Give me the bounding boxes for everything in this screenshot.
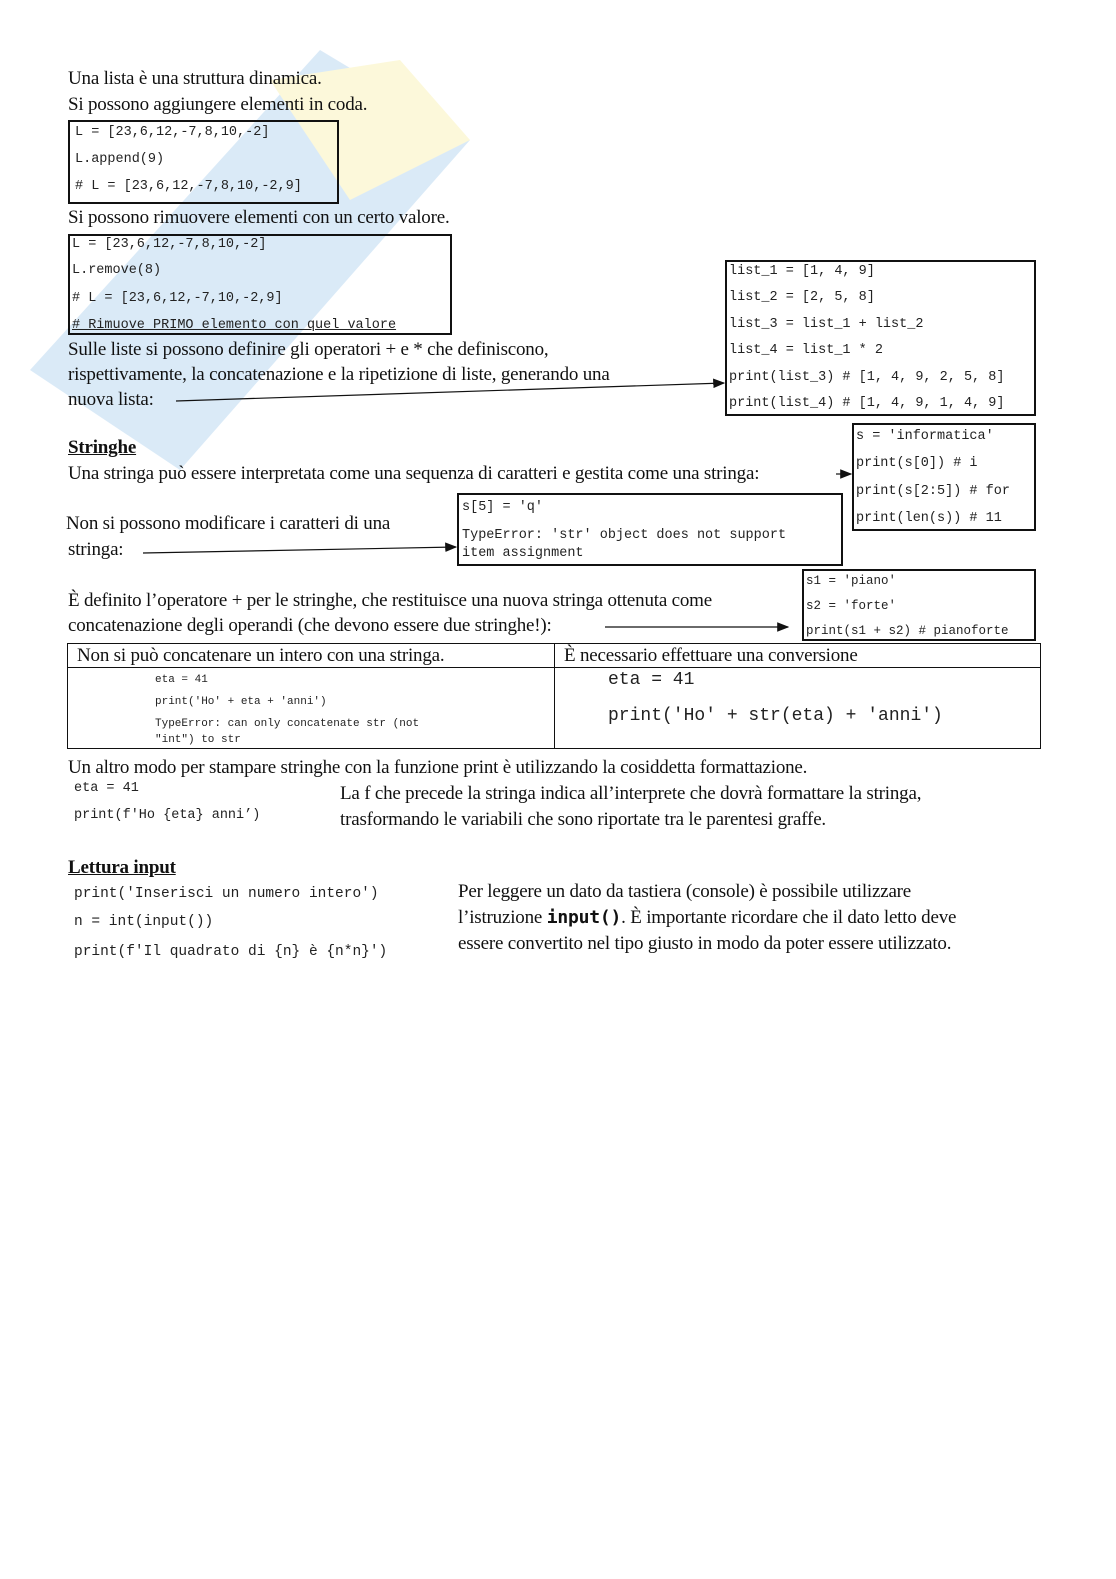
code-line: "int") to str <box>155 734 241 746</box>
intro-line-1: Una lista è una struttura dinamica. <box>68 68 322 89</box>
code-line: print(f'Ho {eta} anni’) <box>74 808 261 823</box>
format-text: Un altro modo per stampare stringhe con la funzione print è utilizzando la cosiddetta formattazione. <box>68 757 808 778</box>
input-text-2-post: . È importante ricordare che il dato letto deve <box>621 907 957 928</box>
code-line: print(s[0]) # i <box>856 456 978 471</box>
format-explanation-2: trasformando le variabili che sono riportate tra le parentesi graffe. <box>340 809 826 830</box>
concat-text-2: concatenazione degli operandi (che devono essere due stringhe!): <box>68 615 552 636</box>
arrow-to-error-code <box>143 547 456 553</box>
code-line: list_2 = [2, 5, 8] <box>729 290 875 305</box>
concat-text-1: È definito l’operatore + per le stringhe, che restituisce una nuova stringa ottenuta come <box>68 590 712 611</box>
code-line: print(len(s)) # 11 <box>856 511 1002 526</box>
code-line: eta = 41 <box>155 674 208 686</box>
remove-text: Si possono rimuovere elementi con un certo valore. <box>68 207 450 228</box>
operators-text-1: Sulle liste si possono definire gli operatori + e * che definiscono, <box>68 339 549 360</box>
code-line: print('Ho' + str(eta) + 'anni') <box>608 706 943 726</box>
code-line: # L = [23,6,12,-7,10,-2,9] <box>72 291 283 306</box>
table-left-header-text: Non si può concatenare un intero con una stringa. <box>77 645 445 666</box>
code-line: eta = 41 <box>608 670 695 690</box>
code-line: L = [23,6,12,-7,8,10,-2] <box>72 237 267 252</box>
input-function-code: input() <box>546 907 622 928</box>
immutable-text-2: stringa: <box>68 539 124 560</box>
code-line: # L = [23,6,12,-7,8,10,-2,9] <box>75 179 302 194</box>
code-line: L = [23,6,12,-7,8,10,-2] <box>75 125 270 140</box>
code-line: print(list_4) # [1, 4, 9, 1, 4, 9] <box>729 396 1005 411</box>
strings-sequence-text: Una stringa può essere interpretata come una sequenza di caratteri e gestita come una stringa: <box>68 463 760 484</box>
code-line: print(f'Il quadrato di {n} è {n*n}') <box>74 944 388 960</box>
code-line: list_4 = list_1 * 2 <box>729 343 883 358</box>
code-line: print('Ho' + eta + 'anni') <box>155 696 327 708</box>
table-right-header-text: È necessario effettuare una conversione <box>564 645 858 666</box>
code-line: s1 = 'piano' <box>806 574 897 588</box>
code-line: list_3 = list_1 + list_2 <box>729 317 924 332</box>
code-line: TypeError: 'str' object does not support <box>462 528 787 543</box>
code-line: print(list_3) # [1, 4, 9, 2, 5, 8] <box>729 370 1005 385</box>
format-explanation-1: La f che precede la stringa indica all’interprete che dovrà formattare la stringa, <box>340 783 922 804</box>
operators-text-2: rispettivamente, la concatenazione e la ripetizione di liste, generando una <box>68 364 610 385</box>
code-line: L.remove(8) <box>72 263 162 278</box>
code-line: s[5] = 'q' <box>462 500 544 515</box>
code-line: item assignment <box>462 546 584 561</box>
code-line: eta = 41 <box>74 781 139 796</box>
code-line: s2 = 'forte' <box>806 599 897 613</box>
code-line: # Rimuove PRIMO elemento con quel valore <box>72 318 397 333</box>
code-line: print(s[2:5]) # for <box>856 484 1010 499</box>
strings-heading: Stringhe <box>68 437 137 458</box>
intro-line-2: Si possono aggiungere elementi in coda. <box>68 94 368 115</box>
code-line: print(s1 + s2) # pianoforte <box>806 624 1009 638</box>
code-line: L.append(9) <box>75 152 165 167</box>
input-text-2-pre: l’istruzione <box>458 907 547 928</box>
code-line: n = int(input()) <box>74 914 214 930</box>
input-text-1: Per leggere un dato da tastiera (console) è possibile utilizzare <box>458 881 912 902</box>
immutable-text-1: Non si possono modificare i caratteri di una <box>66 513 391 534</box>
code-line: s = 'informatica' <box>856 429 994 444</box>
operators-text-3: nuova lista: <box>68 389 154 410</box>
arrow-to-list-code <box>176 383 724 401</box>
input-text-3: essere convertito nel tipo giusto in modo da poter essere utilizzato. <box>458 933 952 954</box>
code-line: TypeError: can only concatenate str (not <box>155 718 420 730</box>
code-line: print('Inserisci un numero intero') <box>74 886 379 902</box>
code-line: list_1 = [1, 4, 9] <box>729 264 875 279</box>
input-heading: Lettura input <box>68 857 176 878</box>
